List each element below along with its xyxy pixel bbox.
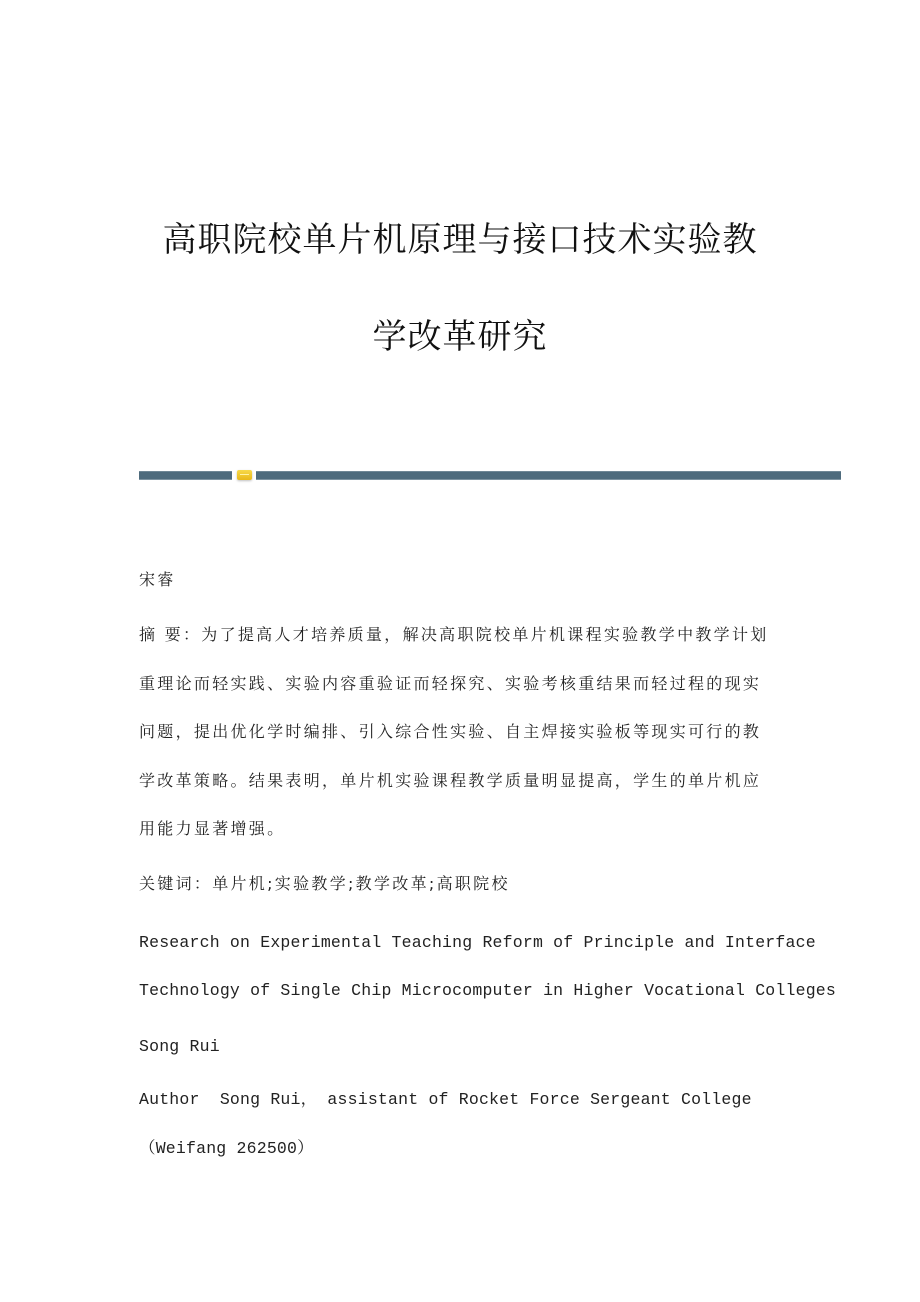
abstract-line: 摘 要：为了提高人才培养质量，解决高职院校单片机课程实验教学中教学计划 xyxy=(139,625,769,644)
abstract-line: 重理论而轻实践、实验内容重验证而轻探究、实验考核重结果而轻过程的现实 xyxy=(139,674,762,693)
abstract-line: 用能力显著增强。 xyxy=(139,819,286,838)
english-title-line-2: Technology of Single Chip Microcomputer in Higher Vocational Colleges xyxy=(139,981,837,1000)
author-name-en: Song Rui xyxy=(139,1037,220,1056)
english-title-line-1: Research on Experimental Teaching Reform of Principle and Interface xyxy=(139,933,816,952)
keywords: 关键词：单片机;实验教学;教学改革;高职院校 xyxy=(139,874,510,893)
abstract-line: 问题，提出优化学时编排、引入综合性实验、自主焊接实验板等现实可行的教 xyxy=(139,722,762,741)
divider-bar-right xyxy=(256,471,841,480)
page-title-line-1: 高职院校单片机原理与接口技术实验教 xyxy=(162,220,758,260)
page-title-line-2: 学改革研究 xyxy=(372,317,548,357)
author-name-cn: 宋睿 xyxy=(139,570,176,589)
title-divider xyxy=(139,471,841,481)
author-location: （Weifang 262500） xyxy=(139,1139,314,1158)
abstract-line: 学改革策略。结果表明，单片机实验课程教学质量明显提高，学生的单片机应 xyxy=(139,771,762,790)
divider-bar-left xyxy=(139,471,232,480)
gold-ornament-icon xyxy=(237,470,252,480)
author-affiliation: Author Song Rui， assistant of Rocket Force Sergeant College xyxy=(139,1090,752,1109)
